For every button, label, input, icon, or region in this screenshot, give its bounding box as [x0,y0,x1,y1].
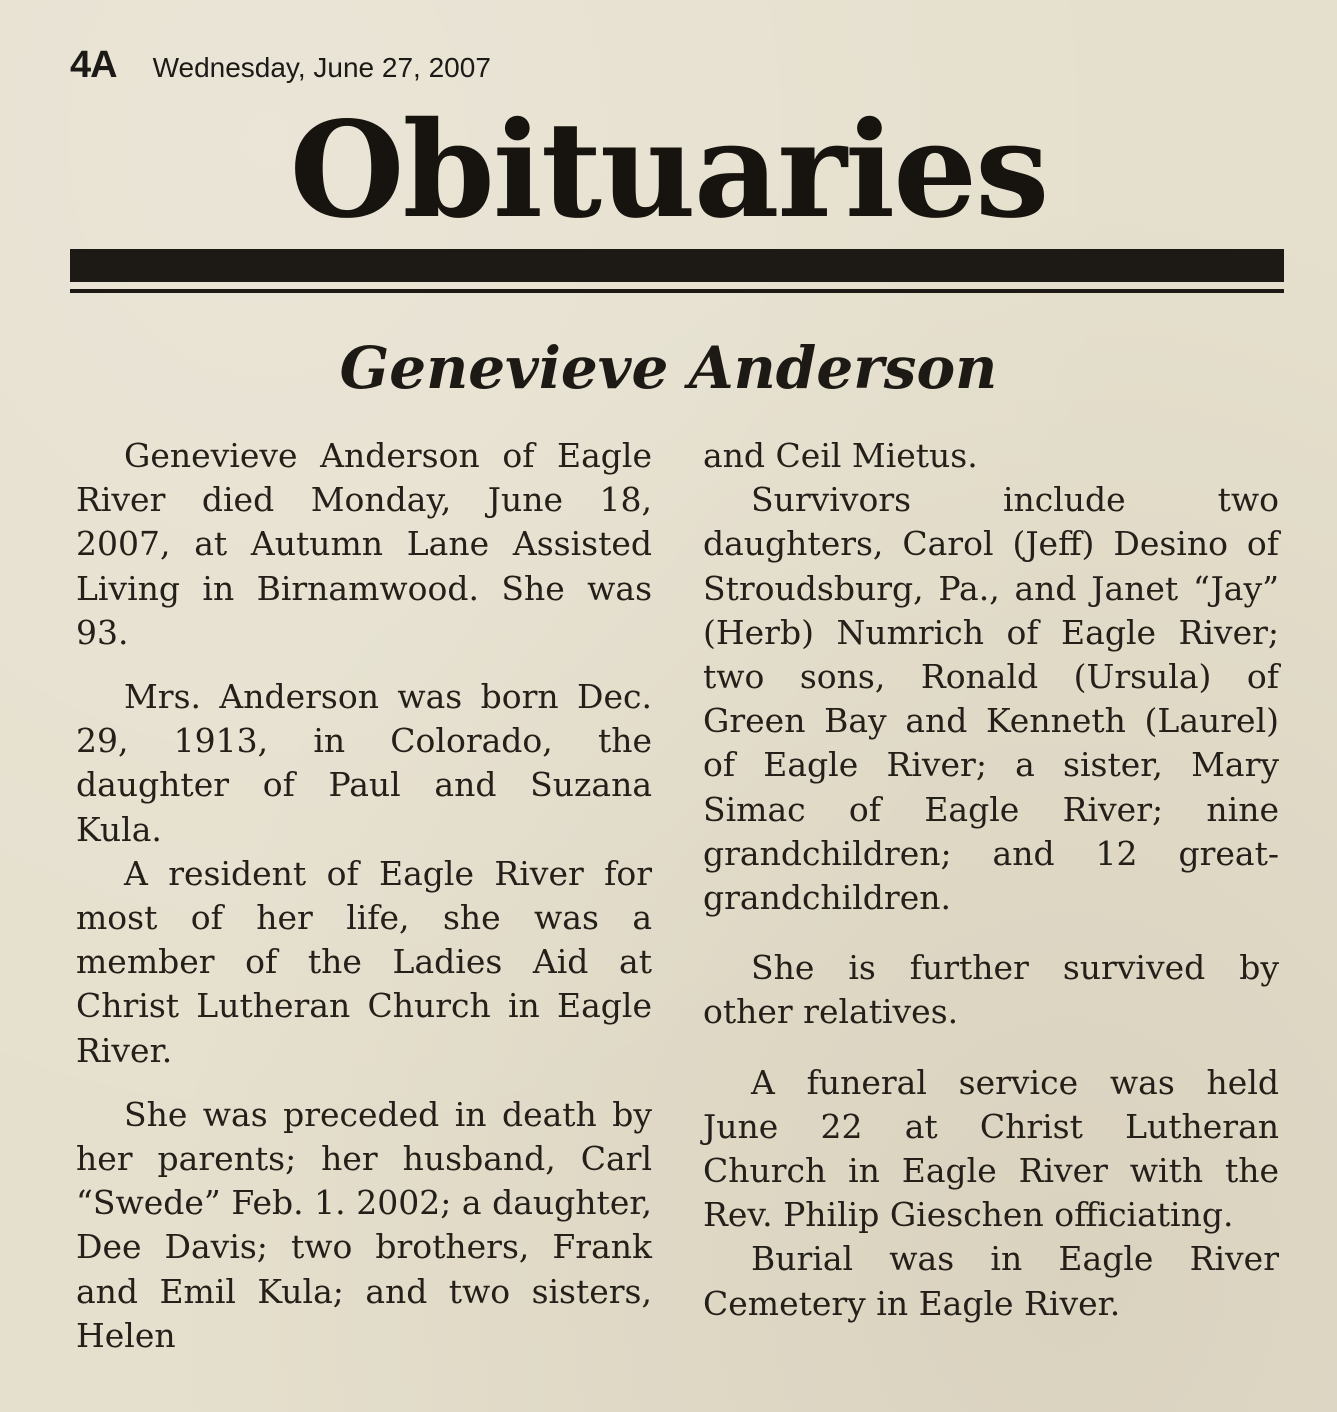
obituary-column-left [76,434,652,1358]
publication-date: Wednesday, June 27, 2007 [152,52,491,83]
obituary-paragraph: Burial was in Eagle River Cemetery in Eagle River. [703,1239,1279,1323]
page-number: 4A [70,44,117,86]
obituary-paragraph: A funeral service was held June 22 at Christ Lutheran Church in Eagle River with the Rev. Philip Gieschen officiating. [703,1062,1279,1235]
obituary-paragraph: Genevieve Anderson of Eagle River died Monday, June 18, 2007, at Autumn Lane Assisted Living in Birnamwood. She was 93. [76,436,652,652]
obituary-paragraph: A resident of Eagle River for most of her life, she was a member of the Ladies Aid at Christ Lutheran Church in Eagle River. [76,853,652,1070]
obituary-paragraph-continued: and Ceil Mietus. [703,436,978,475]
obituary-headline: Genevieve Anderson [339,334,998,402]
obituary-paragraph: She is further survived by other relatives. [703,948,1279,1032]
section-title: Obituaries [289,93,1048,248]
obituary-paragraph: She was preceded in death by her parents; her husband, Carl “Swede” Feb. 1. 2002; a daughter, Dee Davis; two brothers, Frank and Emil Kula; and two sisters, Helen [76,1094,652,1355]
obituary-paragraph: Survivors include two daughters, Carol (Jeff) Desino of Stroudsburg, Pa., and Janet “Jay” (Herb) Numrich of Eagle River; two sons, Ronald (Ursula) of Green Bay and Kenneth (Laurel) of Eagle River; a sister, Mary Simac of Eagle River; nine grandchildren; and 12 great-grandchildren. [703,480,1279,918]
thick-divider-rule [70,249,1284,282]
obituary-paragraph: Mrs. Anderson was born Dec. 29, 1913, in Colorado, the daughter of Paul and Suzana Kula. [76,677,652,849]
obituary-column-right [703,434,1279,1326]
thin-divider-rule [70,289,1284,293]
folio-line [70,44,491,94]
